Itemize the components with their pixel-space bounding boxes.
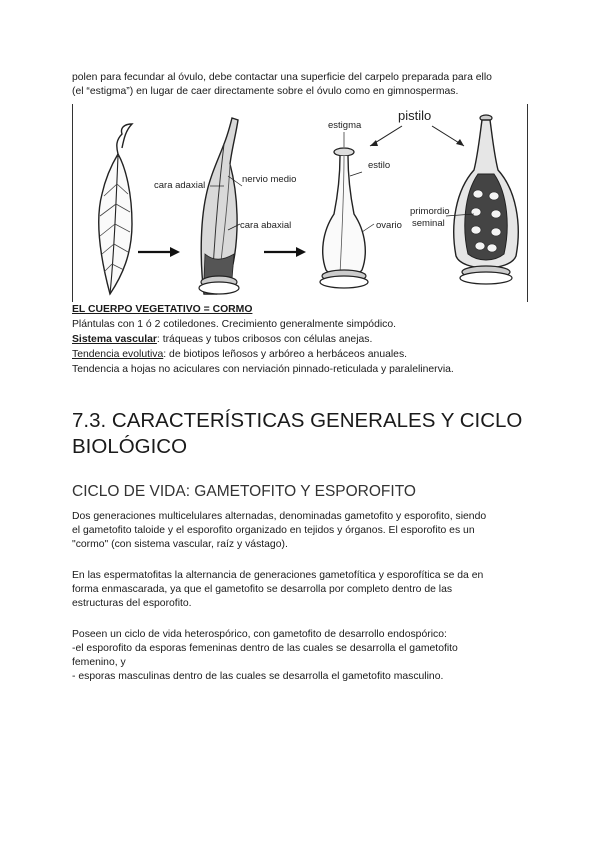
vegetative-body-section [72, 302, 532, 377]
p2-line-3: estructuras del esporofito. [72, 598, 192, 609]
sectioned-pistil-drawing [454, 115, 519, 284]
label-cara-adaxial: cara adaxial [154, 180, 206, 191]
vegetative-line-3 [72, 347, 532, 362]
p3-line-3: femenino, y [72, 657, 126, 668]
intro-paragraph [72, 71, 532, 99]
label-cara-abaxial: cara abaxial [240, 220, 292, 231]
intro-line-2: (el “estigma”) en lugar de caer directamente sobre el óvulo como en gimnospermas. [72, 86, 459, 97]
vegetative-line-3-rest: : de biotipos leñosos y arbóreo a herbáceos anuales. [163, 349, 408, 360]
p1-line-2: el gametofito taloide y el esporofito organizado en tejidos y órganos. El esporofito es un [72, 525, 475, 536]
term-sistema-vascular: Sistema vascular [72, 334, 157, 345]
pistil-drawing [320, 148, 368, 288]
label-primordio: primordio [410, 206, 450, 217]
vegetative-title: EL CUERPO VEGETATIVO = CORMO [72, 304, 253, 315]
term-tendencia-evolutiva: Tendencia evolutiva [72, 349, 164, 360]
paragraph-generations [72, 510, 532, 552]
p2-line-2: forma enmascarada, ya que el gametofito se desarrolla por completo dentro de las [72, 584, 453, 595]
p1-line-1: Dos generaciones multicelulares alternadas, denominadas gametofito y esporofito, siendo [72, 511, 487, 522]
label-seminal: seminal [412, 218, 445, 229]
folded-leaf-drawing [199, 118, 239, 294]
vegetative-line-4: Tendencia a hojas no aciculares con nerviación pinnado-reticulada y paralelinervia. [72, 364, 454, 375]
arrow-1 [138, 247, 180, 257]
vegetative-line-1: Plántulas con 1 ó 2 cotiledones. Crecimiento generalmente simpódico. [72, 319, 397, 330]
p3-line-4: - esporas masculinas dentro de las cuales se desarrolla el gametofito masculino. [72, 671, 444, 682]
p3-line-1: Poseen un ciclo de vida heterospórico, con gametofito de desarrollo endospórico: [72, 629, 447, 640]
label-pistilo: pistilo [398, 108, 432, 123]
label-ovario: ovario [376, 220, 402, 231]
arrow-2 [264, 247, 306, 257]
carpel-evolution-figure [72, 104, 528, 302]
paragraph-spermatophytes [72, 569, 532, 611]
p1-line-3: "cormo" (con sistema vascular, raíz y vástago). [72, 539, 288, 550]
vegetative-line-2-rest: : tráqueas y tubos cribosos con células anejas. [156, 334, 373, 345]
pistilo-arrows [370, 126, 464, 146]
subsection-heading: CICLO DE VIDA: GAMETOFITO Y ESPOROFITO [72, 483, 416, 500]
label-nervio-medio: nervio medio [242, 174, 297, 185]
carpel-illustration [72, 104, 528, 302]
intro-line-1: polen para fecundar al óvulo, debe contactar una superficie del carpelo preparada para ello [72, 72, 492, 83]
section-heading: 7.3. CARACTERÍSTICAS GENERALES Y CICLO BIOLÓGICO [72, 409, 523, 458]
label-estilo: estilo [368, 160, 391, 171]
paragraph-heterosporic [72, 628, 532, 684]
p2-line-1: En las espermatofitas la alternancia de generaciones gametofítica y esporofítica se da en [72, 570, 484, 581]
vegetative-line-2 [72, 332, 532, 347]
p3-line-2: -el esporofito da esporas femeninas dentro de las cuales se desarrolla el gametofito [72, 643, 458, 654]
leaf-drawing [99, 124, 132, 294]
label-estigma: estigma [328, 120, 362, 131]
